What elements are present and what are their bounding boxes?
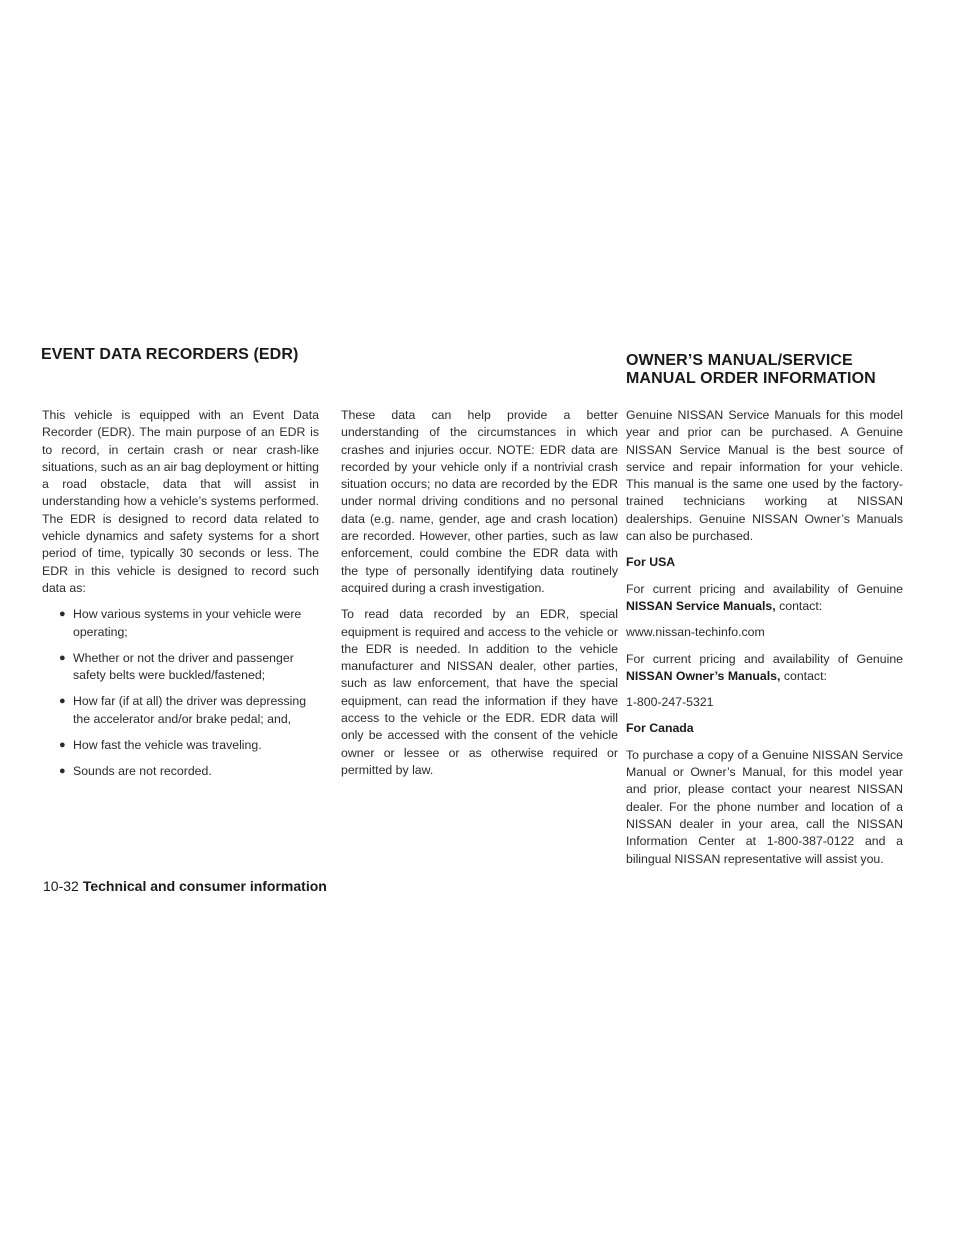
list-item: [42, 737, 319, 754]
manual-order-heading: OWNER’S MANUAL/SERVICE MANUAL ORDER INFORMATION: [626, 352, 876, 387]
list-item-text: How far (if at all) the driver was depressing the accelerator and/or brake pedal; and,: [73, 694, 307, 726]
list-item-text: Whether or not the driver and passenger safety belts were buckled/fastened;: [73, 650, 294, 683]
page-footer: [43, 878, 327, 894]
list-item: [42, 606, 319, 641]
list-item-text: Sounds are not recorded.: [73, 764, 212, 779]
list-item: [42, 693, 319, 728]
chapter-title: Technical and consumer information: [82, 878, 327, 894]
manual-intro-paragraph: Genuine NISSAN Service Manuals for this model year and prior can be purchased. A Genuine NISSAN Service Manual is the best source of service and repair information for your vehicle. This manual is the same one used by the factory-trained technicians working at NISSAN dealerships. Genuine NISSAN Owner’s Manuals can also be purchased.: [626, 408, 903, 544]
usa-service-suffix: contact:: [775, 598, 823, 613]
usa-service-paragraph: [626, 581, 903, 616]
bullet-icon: ●: [59, 765, 66, 778]
usa-service-prefix: For current pricing and availability of Genuine: [626, 581, 903, 596]
usa-owner-suffix: contact:: [780, 668, 827, 683]
edr-usage-paragraph: These data can help provide a better understanding of the circumstances in which crashes and injuries occur. NOTE: EDR data are recorded by your vehicle only if a nontrivial crash situation occurs; no data are recorded by the EDR under normal driving conditions and no personal data (e.g. name, gender, age and crash location) are recorded. However, other parties, such as law enforcement, could combine the EDR data with the type of personally identifying data routinely acquired during a crash investigation.: [341, 408, 618, 595]
edr-data-list: [42, 606, 319, 780]
list-item-text: How various systems in your vehicle were operating;: [73, 607, 302, 639]
bullet-icon: ●: [59, 651, 66, 664]
left-column: [42, 407, 319, 790]
edr-intro-paragraph: This vehicle is equipped with an Event Data Recorder (EDR). The main purpose of an EDR is to record, in certain crash or near crash-like situations, such as an air bag deployment or hitting a road obstacle, data that will assist in understanding how a vehicle’s systems performed. The EDR is designed to record data related to vehicle dynamics and safety systems for a short period of time, typically 30 seconds or less. The EDR in this vehicle is designed to record such data as:: [42, 408, 319, 595]
list-item: [42, 650, 319, 685]
right-column: [626, 407, 903, 877]
service-manual-website: www.nissan-techinfo.com: [626, 625, 765, 640]
page-number: 10-32: [43, 878, 79, 894]
usa-owner-bold: NISSAN Owner’s Manuals,: [626, 668, 781, 683]
list-item: [42, 763, 319, 780]
usa-subheading: For USA: [626, 555, 676, 570]
bullet-icon: ●: [59, 695, 66, 708]
bullet-icon: ●: [59, 739, 66, 752]
edr-access-paragraph: To read data recorded by an EDR, special equipment is required and access to the vehicle or the EDR is needed. In addition to the vehicle manufacturer and NISSAN dealer, other parties, such as law enforcement, that have the special equipment, can read the information if they have access to the vehicle or the EDR. EDR data will only be accessed with the consent of the vehicle owner or lessee or as otherwise required or permitted by law.: [341, 607, 618, 777]
owner-manual-phone: 1-800-247-5321: [626, 695, 714, 710]
usa-owner-prefix: For current pricing and availability of Genuine: [626, 651, 903, 666]
canada-subheading: For Canada: [626, 721, 694, 736]
list-item-text: How fast the vehicle was traveling.: [73, 738, 262, 753]
bullet-icon: ●: [59, 608, 66, 621]
middle-column: [341, 407, 618, 788]
canada-paragraph: To purchase a copy of a Genuine NISSAN Service Manual or Owner’s Manual, for this model year and prior, please contact your nearest NISSAN dealer. For the phone number and location of a NISSAN dealer in your area, call the NISSAN Information Center at 1-800-387-0122 and a bilingual NISSAN representative will assist you.: [626, 747, 903, 866]
edr-heading: EVENT DATA RECORDERS (EDR): [41, 346, 299, 363]
usa-owner-paragraph: [626, 651, 903, 686]
usa-service-bold: NISSAN Service Manuals,: [626, 598, 776, 613]
